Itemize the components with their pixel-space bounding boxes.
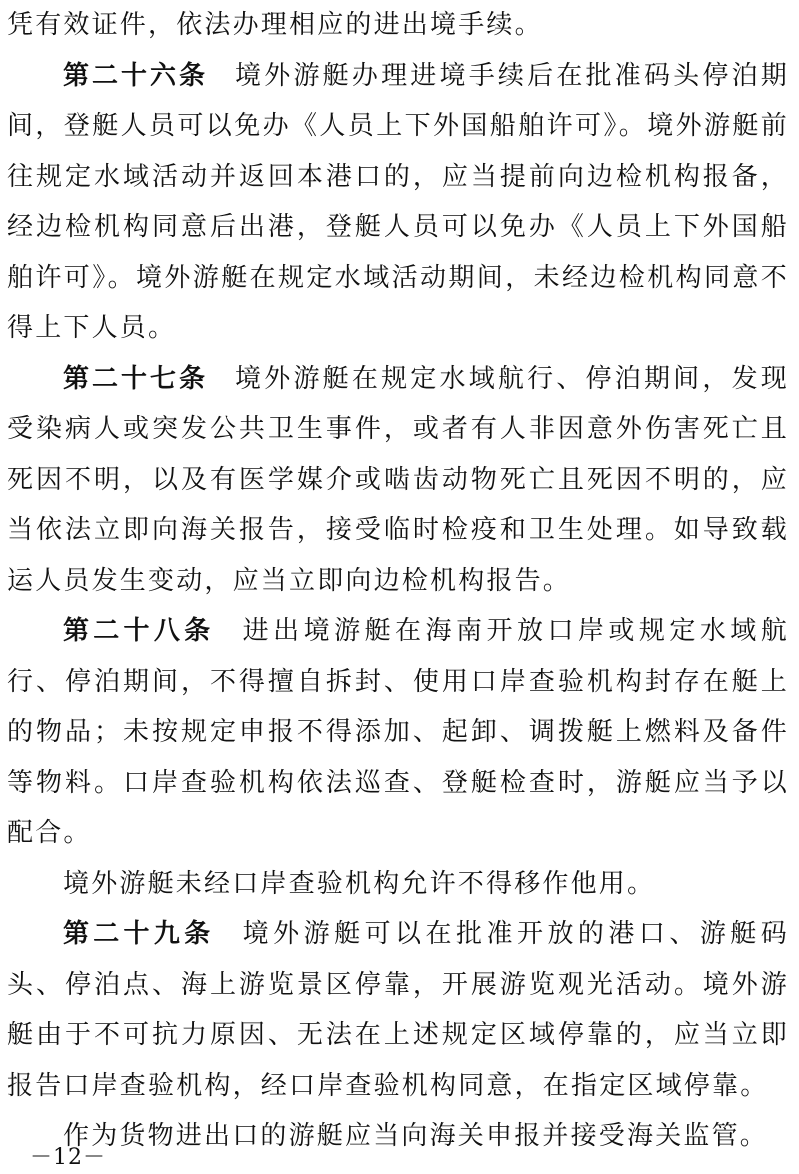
article-28-followup-paragraph: 境外游艇未经口岸查验机构允许不得移作他用。 [63, 868, 656, 899]
article-29-text: 境外游艇可以在批准开放的港口、游艇码头、停泊点、海上游览景区停靠，开展游览观光活动。境外游艇由于不可抗力原因、无法在上述规定区域停靠的，应当立即报告口岸查验机构，经口岸查验机构同意，在指定区域停靠。 [7, 919, 789, 1101]
page-number: －12－ [30, 1145, 106, 1170]
document-body [7, 0, 789, 1162]
article-26-paragraph [7, 51, 789, 354]
article-29-number: 第二十九条 [63, 919, 215, 949]
article-28-paragraph [7, 606, 789, 859]
article-28-text: 进出境游艇在海南开放口岸或规定水域航行、停泊期间，不得擅自拆封、使用口岸查验机构封存在艇上的物品；未按规定申报不得添加、起卸、调拨艇上燃料及备件等物料。口岸查验机构依法巡查、登艇检查时，游艇应当予以配合。 [7, 616, 789, 848]
article-29-followup-paragraph: 作为货物进出口的游艇应当向海关申报并接受海关监管。 [63, 1121, 769, 1151]
article-27-number: 第二十七条 [63, 363, 209, 394]
article-27-text: 境外游艇在规定水域航行、停泊期间，发现受染病人或突发公共卫生事件，或者有人非因意外伤害死亡且死因不明，以及有医学媒介或啮齿动物死亡且死因不明的，应当依法立即向海关报告，接受临时检疫和卫生处理。如导致载运人员发生变动，应当立即向边检机构报告。 [7, 363, 789, 596]
article-29-paragraph [7, 909, 789, 1111]
article-26-number: 第二十六条 [63, 60, 209, 91]
article-27-paragraph [7, 354, 789, 607]
article-28-number: 第二十八条 [63, 616, 215, 646]
intro-paragraph: 凭有效证件，依法办理相应的进出境手续。 [7, 10, 543, 40]
article-26-text: 境外游艇办理进境手续后在批准码头停泊期间，登艇人员可以免办《人员上下外国船舶许可》。境外游艇前往规定水域活动并返回本港口的，应当提前向边检机构报备，经边检机构同意后出港，登艇人员可以免办《人员上下外国船舶许可》。境外游艇在规定水域活动期间，未经边检机构同意不得上下人员。 [7, 60, 789, 343]
